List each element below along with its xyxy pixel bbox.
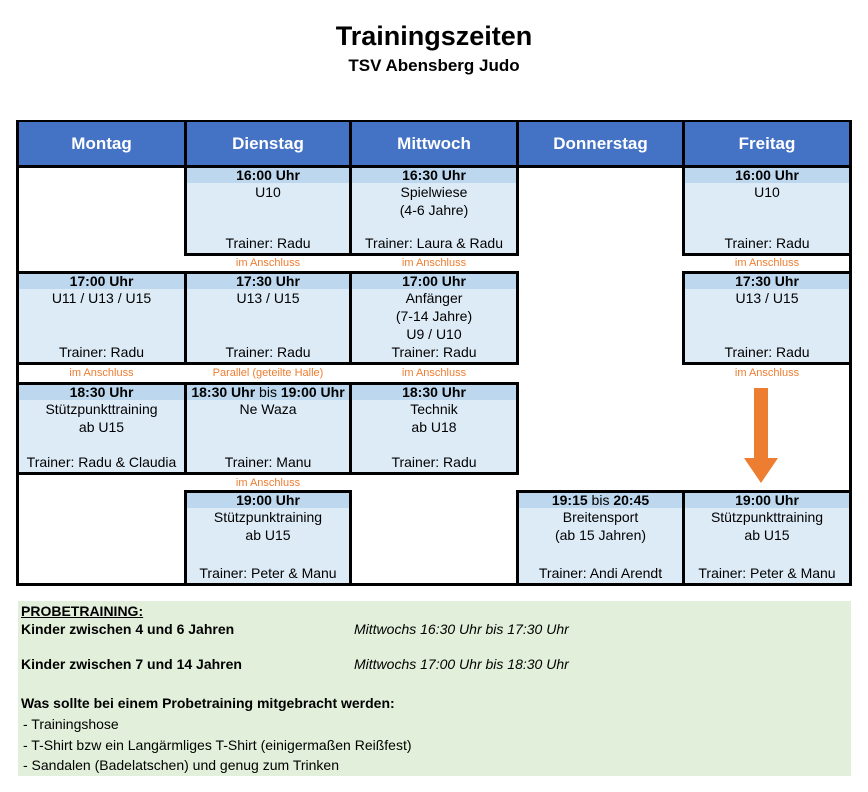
note-im-anschluss: im Anschluss	[19, 367, 184, 379]
session-time	[187, 385, 349, 400]
note-im-anschluss: im Anschluss	[352, 367, 516, 379]
session-freitag-1900	[682, 490, 852, 586]
session-dienstag-1600	[184, 165, 352, 256]
session-time: 16:30 Uhr	[352, 168, 516, 183]
session-time: 17:30 Uhr	[685, 274, 849, 289]
session-age: (7-14 Jahre)	[395, 308, 473, 324]
session-time: 19:00 Uhr	[685, 493, 849, 508]
session-trainer: Trainer: Manu	[224, 454, 312, 470]
session-age: (ab 15 Jahren)	[554, 527, 647, 543]
down-arrow-icon	[744, 388, 778, 484]
session-donnerstag-1915	[516, 490, 685, 586]
session-freitag-1600	[682, 165, 852, 256]
day-header-donnerstag: Donnerstag	[519, 122, 682, 166]
probe-kids2-time: Mittwochs 17:00 Uhr bis 18:30 Uhr	[354, 656, 569, 672]
session-time	[519, 493, 682, 508]
session-trainer: Trainer: Laura & Radu	[365, 235, 503, 251]
session-dienstag-1830	[184, 382, 352, 475]
session-group: Stützpunktraining	[213, 509, 323, 525]
page-subtitle: TSV Abensberg Judo	[348, 56, 520, 75]
probetraining-box	[18, 601, 851, 776]
probe-heading: PROBETRAINING:	[21, 603, 144, 619]
session-time: 16:00 Uhr	[187, 168, 349, 183]
session-age: (4-6 Jahre)	[399, 202, 469, 218]
day-header-montag: Montag	[19, 122, 184, 166]
day-header-mittwoch: Mittwoch	[352, 122, 516, 166]
session-level: ab U18	[411, 419, 457, 435]
session-trainer: Trainer: Radu	[58, 344, 145, 360]
session-group: U13 / U15	[236, 290, 300, 306]
session-mittwoch-1830	[349, 382, 519, 475]
probe-kids2-label: Kinder zwischen 7 und 14 Jahren	[21, 656, 242, 672]
page-title: Trainingszeiten	[335, 21, 533, 51]
time-separator: bis	[591, 492, 610, 508]
note-im-anschluss: im Anschluss	[187, 257, 349, 269]
session-trainer: Trainer: Peter & Manu	[698, 565, 836, 581]
session-dienstag-1730	[184, 271, 352, 365]
session-freitag-1730	[682, 271, 852, 365]
session-trainer: Trainer: Radu	[724, 235, 810, 251]
session-trainer: Trainer: Radu & Claudia	[26, 454, 177, 470]
session-trainer: Trainer: Radu	[391, 454, 477, 470]
time-end: 19:00 Uhr	[280, 384, 345, 400]
time-start: 18:30 Uhr	[191, 384, 256, 400]
session-trainer: Trainer: Radu	[724, 344, 810, 360]
session-level: U9 / U10	[406, 326, 462, 342]
session-mittwoch-1630	[349, 165, 519, 256]
session-group: U11 / U13 / U15	[51, 290, 152, 306]
session-time: 17:30 Uhr	[187, 274, 349, 289]
session-mittwoch-1700	[349, 271, 519, 365]
probe-bring-item: - Sandalen (Badelatschen) und genug zum Trinken	[23, 757, 339, 773]
probe-kids1-label: Kinder zwischen 4 und 6 Jahren	[21, 621, 235, 637]
session-group: Anfänger	[405, 290, 463, 306]
session-trainer: Trainer: Peter & Manu	[199, 565, 337, 581]
session-trainer: Trainer: Radu	[391, 344, 477, 360]
time-end: 20:45	[613, 492, 650, 508]
day-header-dienstag: Dienstag	[187, 122, 349, 166]
session-group: U13 / U15	[735, 290, 799, 306]
session-group: Ne Waza	[239, 401, 297, 417]
note-im-anschluss: im Anschluss	[187, 477, 349, 489]
note-im-anschluss: im Anschluss	[352, 257, 516, 269]
session-level: ab U15	[744, 527, 790, 543]
session-level: ab U15	[78, 419, 125, 435]
session-group: U10	[754, 184, 780, 200]
session-dienstag-1900	[184, 490, 352, 586]
session-level: ab U15	[245, 527, 291, 543]
session-time: 18:30 Uhr	[352, 385, 516, 400]
session-montag-1700	[16, 271, 187, 365]
session-group: Technik	[410, 401, 458, 417]
session-group: Stützpunkttraining	[710, 509, 824, 525]
probe-bring-item: - T-Shirt bzw ein Langärmliges T-Shirt (einigermaßen Reißfest)	[23, 737, 412, 753]
note-parallel: Parallel (geteilte Halle)	[187, 367, 349, 379]
session-group: Spielwiese	[400, 184, 468, 200]
session-time: 17:00 Uhr	[19, 274, 184, 289]
session-time: 18:30 Uhr	[19, 385, 184, 400]
session-time: 19:00 Uhr	[187, 493, 349, 508]
probe-bring-item: - Trainingshose	[23, 716, 119, 732]
probe-kids1-time: Mittwochs 16:30 Uhr bis 17:30 Uhr	[354, 621, 569, 637]
session-trainer: Trainer: Andi Arendt	[538, 565, 663, 581]
session-group: U10	[255, 184, 281, 200]
probe-bring-heading: Was sollte bei einem Probetraining mitgebracht werden:	[21, 695, 395, 711]
session-group: Stützpunkttraining	[45, 401, 158, 417]
session-montag-1830	[16, 382, 187, 475]
time-separator: bis	[259, 384, 277, 400]
session-group: Breitensport	[562, 509, 639, 525]
session-trainer: Trainer: Radu	[225, 235, 311, 251]
note-im-anschluss: im Anschluss	[685, 257, 849, 269]
day-header-freitag: Freitag	[685, 122, 849, 166]
session-trainer: Trainer: Radu	[225, 344, 311, 360]
note-im-anschluss: im Anschluss	[685, 367, 849, 379]
session-time: 16:00 Uhr	[685, 168, 849, 183]
session-time: 17:00 Uhr	[352, 274, 516, 289]
time-start: 19:15	[551, 492, 588, 508]
